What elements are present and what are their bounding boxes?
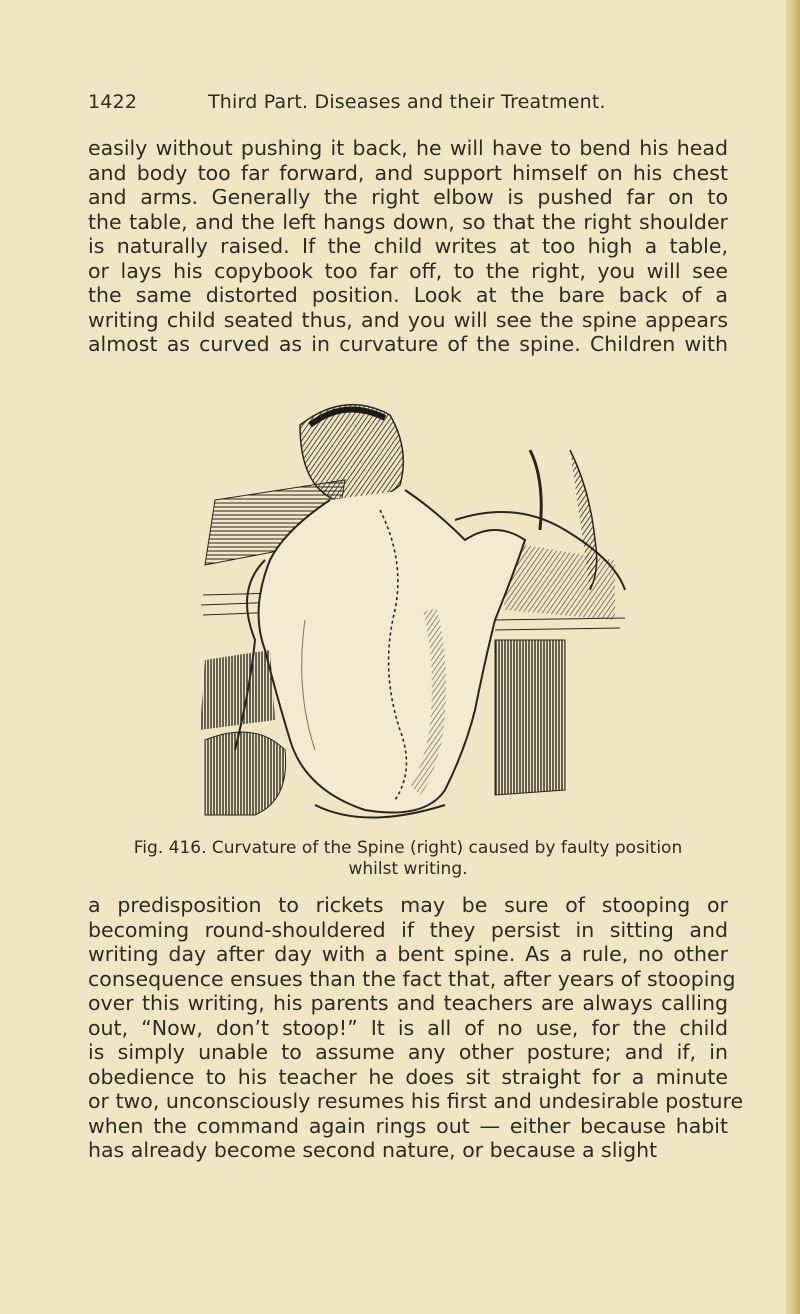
- text-line: the same distorted position. Look at the bare back of a: [88, 283, 728, 307]
- text-line: becoming round-shouldered if they persist in sitting and: [88, 917, 728, 942]
- page-edge: [786, 0, 800, 1314]
- paragraph-1: [88, 136, 728, 357]
- page-number: 1422: [88, 91, 138, 113]
- paragraph-2: [88, 893, 744, 1163]
- figure-caption: [88, 838, 728, 880]
- text-line: or lays his copybook too far off, to the right, you will see: [88, 258, 728, 283]
- caption-line: Fig. 416. Curvature of the Spine (right) caused by faulty position: [133, 838, 683, 858]
- text-line: has already become second nature, or because a slight: [88, 1138, 658, 1162]
- text-line: a predisposition to rickets may be sure of stooping or: [88, 893, 728, 917]
- text-line: is simply unable to assume any other posture; and if, in: [88, 1040, 728, 1064]
- text-line: when the command again rings out — either because habit: [88, 1113, 728, 1138]
- text-line: over this writing, his parents and teachers are always calling: [88, 991, 728, 1015]
- text-line: or two, unconsciously resumes his first and undesirable posture: [88, 1089, 744, 1113]
- caption-line: whilst writing.: [348, 859, 468, 879]
- text-line: writing child seated thus, and you will see the spine appears: [88, 307, 728, 332]
- text-line: almost as curved as in curvature of the spine. Children with: [88, 332, 728, 356]
- text-line: and arms. Generally the right elbow is pushed far on to: [88, 185, 728, 209]
- text-line: the table, and the left hangs down, so that the right shoulder: [88, 209, 728, 234]
- text-line: and body too far forward, and support himself on his chest: [88, 160, 728, 185]
- text-line: easily without pushing it back, he will have to bend his head: [88, 136, 728, 160]
- text-line: is naturally raised. If the child writes at too high a table,: [88, 234, 728, 258]
- running-title: Third Part. Diseases and their Treatment.: [208, 91, 606, 113]
- text-line: obedience to his teacher he does sit straight for a minute: [88, 1064, 728, 1089]
- text-line: out, “Now, don’t stoop!” It is all of no use, for the child: [88, 1015, 728, 1040]
- text-line: consequence ensues than the fact that, after years of stooping: [88, 966, 736, 991]
- figure-illustration: [195, 390, 635, 830]
- engraving-back-of-child: [195, 390, 635, 830]
- text-line: writing day after day with a bent spine. As a rule, no other: [88, 942, 728, 966]
